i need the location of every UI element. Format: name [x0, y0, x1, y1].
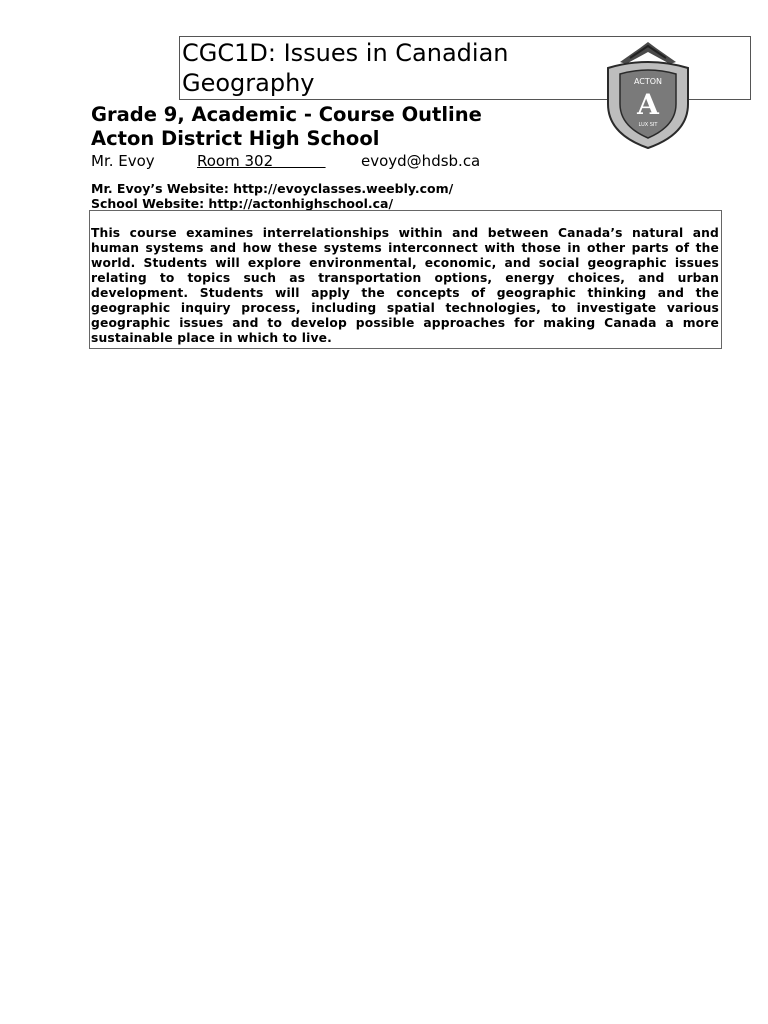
crest-letter: A: [637, 88, 659, 121]
school-website-link[interactable]: School Website: http://actonhighschool.ca/: [91, 196, 394, 211]
school-name: Acton District High School: [91, 127, 380, 150]
course-description: This course examines interrelationships within and between Canada’s natural and human systems and how these systems interconnect with those in other parts of the world. Students will explore environmental, economic, and social geographic issues relating to topics such as transportation options, energy choices, and urban development. Students will apply the concepts of geographic thinking and the geographic inquiry process, including spatial technologies, to investigate various geographic issues and to develop possible approaches for making Canada a more sustainable place in which to live.: [91, 226, 719, 345]
room-number: Room 302: [197, 152, 326, 170]
crest-top-text: ACTON: [633, 77, 663, 86]
teacher-email[interactable]: evoyd@hdsb.ca: [361, 152, 481, 170]
teacher-website-link[interactable]: Mr. Evoy’s Website: http://evoyclasses.weebly.com/: [91, 181, 454, 196]
course-subtitle: Grade 9, Academic - Course Outline: [91, 103, 482, 126]
school-crest-icon: [600, 38, 696, 150]
course-title: CGC1D: Issues in Canadian Geography: [182, 39, 509, 97]
teacher-name: Mr. Evoy: [91, 152, 155, 170]
crest-motto: LUX SIT: [638, 122, 658, 128]
course-description-box: [89, 210, 722, 349]
